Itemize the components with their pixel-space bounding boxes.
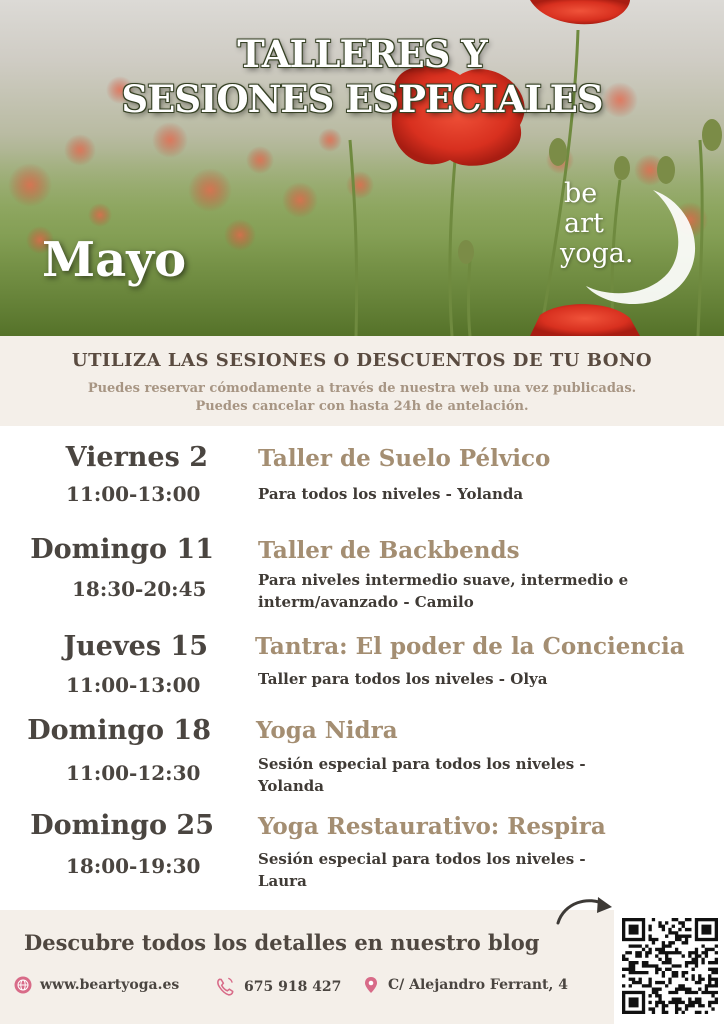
footer-band: [0, 910, 724, 1024]
event-time: 18:30-20:45: [72, 577, 207, 601]
website-link[interactable]: www.bearty​oga.es: [40, 977, 180, 993]
event-day: Domingo 18: [27, 715, 211, 746]
curved-arrow-icon: [554, 893, 618, 927]
qr-code[interactable]: [614, 910, 724, 1024]
phone-contact[interactable]: [214, 976, 341, 998]
event-title: Taller de Suelo Pélvico: [258, 445, 551, 472]
qr-code-graphic: [622, 918, 718, 1014]
event-description: Sesión especial para todos los niveles - Yolanda: [258, 755, 586, 795]
event-day: Viernes 2: [65, 442, 208, 473]
address-contact: [362, 976, 568, 994]
hero-title-line1: TALLERES Y: [237, 32, 487, 76]
event-time: 18:00-19:30: [66, 854, 201, 878]
event-title: Yoga Nidra: [256, 717, 398, 744]
event-description: Para niveles intermedio suave, intermedio e interm/avanzado - Camilo: [258, 571, 629, 611]
event-day: Domingo 25: [30, 810, 214, 841]
event-time: 11:00-12:30: [66, 761, 201, 785]
event-title: Yoga Restaurativo: Respira: [258, 813, 606, 840]
event-title: Tantra: El poder de la Conciencia: [255, 633, 685, 660]
website-contact[interactable]: [14, 976, 179, 994]
phone-number[interactable]: 675 918 427: [244, 979, 342, 995]
bono-info-band: [0, 336, 724, 426]
blog-callout: Descubre todos los detalles en nuestro blog: [24, 930, 540, 955]
location-pin-icon: [362, 976, 380, 994]
event-day: Domingo 11: [30, 534, 214, 565]
phone-icon: [214, 976, 236, 998]
globe-icon: [14, 976, 32, 994]
address-text: C/ Alejandro Ferrant, 4: [388, 977, 568, 993]
event-time: 11:00-13:00: [66, 673, 201, 697]
bono-booking-note: Puedes reservar cómodamente a través de nuestra web una vez publicadas.: [87, 381, 637, 396]
event-description: Para todos los niveles - Yolanda: [258, 485, 524, 503]
event-time: 11:00-13:00: [66, 482, 201, 506]
bono-cancel-note: Puedes cancelar con hasta 24h de antelación.: [195, 399, 529, 414]
hero-title-line2: SESIONES ESPECIALES: [121, 77, 603, 121]
month-label: Mayo: [42, 232, 187, 288]
event-description: Sesión especial para todos los niveles - Laura: [258, 850, 586, 890]
hero-banner: [0, 0, 724, 336]
event-description: Taller para todos los niveles - Olya: [258, 670, 548, 688]
be-art-yoga-logo: [548, 178, 708, 308]
event-day: Jueves 15: [63, 631, 208, 662]
logo-text-art: art: [564, 208, 604, 239]
logo-text-yoga: yoga.: [560, 238, 634, 269]
event-title: Taller de Backbends: [258, 537, 520, 564]
bono-heading: UTILIZA LAS SESIONES O DESCUENTOS DE TU BONO: [71, 350, 653, 371]
logo-text-be: be: [564, 178, 598, 209]
